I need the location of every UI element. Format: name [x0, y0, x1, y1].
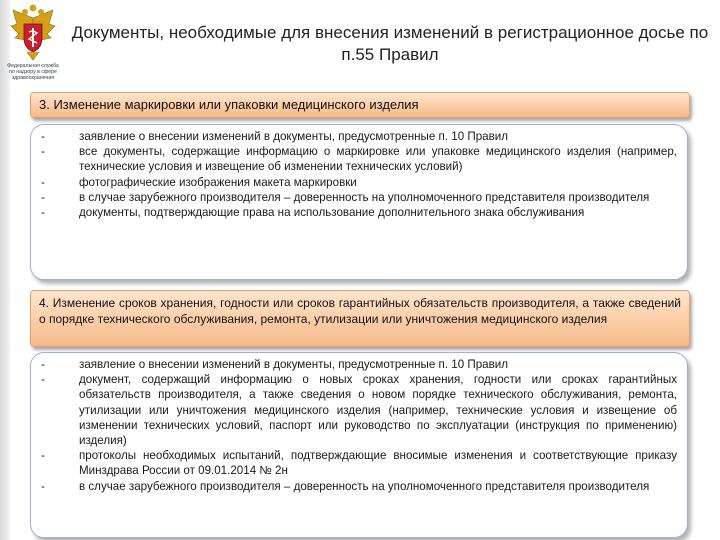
list-item-text: фотографические изображения макета маркировки	[79, 175, 357, 189]
list-item	[37, 144, 677, 174]
bullet-dash: -	[41, 479, 45, 493]
bullet-dash: -	[41, 373, 45, 387]
bullet-dash: -	[41, 175, 45, 189]
emblem-caption: Федеральная служба по надзору в сфере здравоохранения	[7, 63, 59, 81]
list-item-text: в случае зарубежного производителя – доверенность на уполномоченного представителя производителя	[79, 479, 650, 493]
section-4-documents-panel	[30, 352, 688, 538]
list-item	[37, 372, 677, 448]
list-item-text: заявление о внесении изменений в документы, предусмотренные п. 10 Правил	[79, 358, 508, 371]
list-item	[37, 448, 677, 478]
list-item	[37, 205, 677, 220]
bullet-dash: -	[41, 145, 45, 159]
bullet-dash: -	[41, 130, 45, 143]
bullet-dash: -	[41, 206, 45, 220]
list-item-text: заявление о внесении изменений в документы, предусмотренные п. 10 Правил	[79, 130, 508, 143]
list-item	[37, 357, 677, 372]
bullet-dash: -	[41, 358, 45, 371]
eagle-emblem-icon	[7, 4, 59, 62]
list-item	[37, 175, 677, 190]
list-item-text: протоколы необходимых испытаний, подтверждающие вносимые изменения и соответствующие приказу Минздрава России от 09.01.2014 № 2н	[79, 449, 677, 478]
emblem	[4, 4, 62, 92]
list-item	[37, 479, 677, 494]
list-item-text: документы, подтверждающие права на использование дополнительного знака обслуживания	[79, 206, 585, 220]
list-item	[37, 129, 677, 144]
list-item-text: в случае зарубежного производителя – доверенность на уполномоченного представителя производителя	[79, 190, 650, 204]
section-heading-4: 4. Изменение сроков хранения, годности или сроков гарантийных обязательств производителя, а также сведений о порядке технического обслуживания, ремонта, утилизации или уничтожения медицинского изделия	[30, 290, 690, 347]
section-3-documents-panel	[30, 124, 688, 280]
bullet-dash: -	[41, 449, 45, 463]
section-heading-3: 3. Изменение маркировки или упаковки медицинского изделия	[30, 92, 690, 118]
list-item-text: все документы, содержащие информацию о маркировке или упаковке медицинского изделия (например, технические условия и извещение об изменении технических условий)	[79, 145, 677, 174]
list-item	[37, 190, 677, 205]
bullet-dash: -	[41, 190, 45, 204]
page-title: Документы, необходимые для внесения изменений в регистрационное досье по п.55 Правил	[71, 23, 709, 64]
list-item-text: документ, содержащий информацию о новых сроках хранения, годности или сроках гарантийных обязательств производителя, а также сведения о новом порядке технического обслуживания, ремонта, утилизации или уничтожения медицинского изделия (например, технические условия и извещение об изменении технических условий, паспорт или руководство по эксплуатации (инструкция по применению) изделия)	[79, 373, 677, 448]
